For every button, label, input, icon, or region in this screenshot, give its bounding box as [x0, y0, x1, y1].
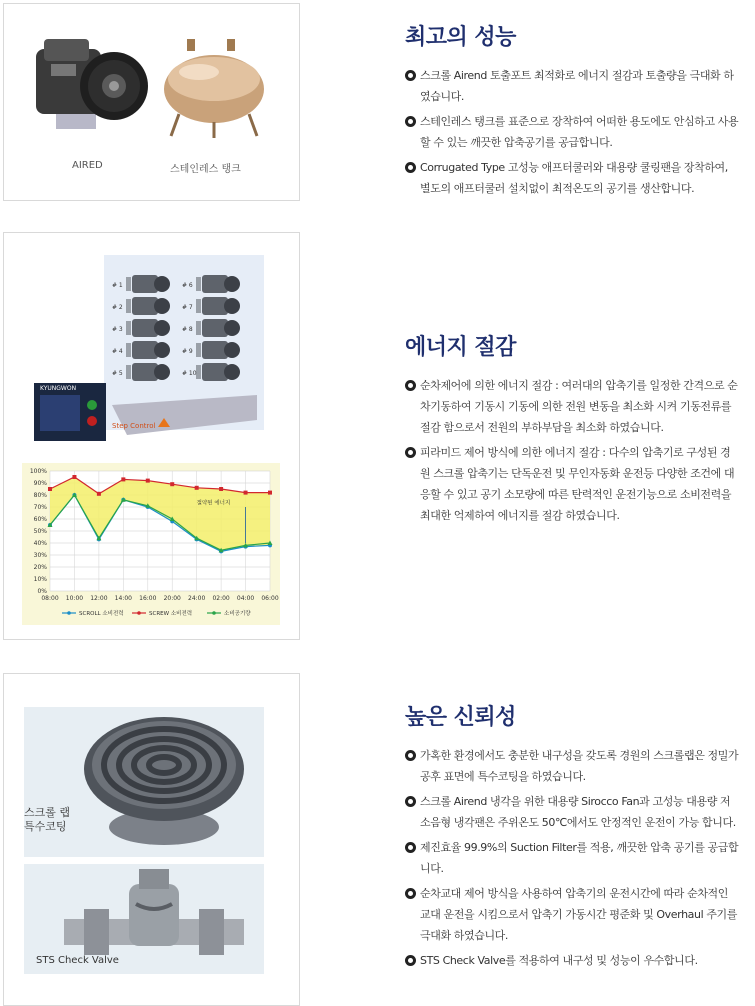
- unit-label: # 2: [112, 304, 123, 311]
- x-tick-label: 12:00: [90, 595, 108, 602]
- unit-label: # 1: [112, 282, 123, 289]
- energy-chart: [22, 463, 280, 625]
- legend-label: SCREW 소비전력: [149, 611, 193, 617]
- bullet-icon: [405, 447, 416, 458]
- bullet-item: 피라미드 제어 방식에 의한 에너지 절감 : 다수의 압축기로 구성된 경원 스크롤 압축기는 단독운전 및 무인자동화 운전등 다양한 조건에 대응할 수 있고 공기 소모량에 따른 탄력적인 운전기능으로 소비전력을 최대한 억제하여 에너지를 절감 하였습니다.: [405, 442, 740, 526]
- y-tick-label: 60%: [33, 516, 47, 523]
- data-point: [146, 479, 150, 483]
- section-title-energy: 에너지 절감: [405, 335, 516, 360]
- bullet-item: 스테인레스 탱크를 표준으로 장착하여 어떠한 용도에도 안심하고 사용할 수 있는 깨끗한 압축공기를 공급합니다.: [405, 111, 740, 153]
- bullet-icon: [405, 162, 416, 173]
- compressor-unit: [196, 275, 240, 293]
- data-point: [170, 482, 174, 486]
- bullet-item: 가혹한 환경에서도 충분한 내구성을 갖도록 경원의 스크롤랩은 정밀가공후 표면에 특수코팅을 하였습니다.: [405, 745, 740, 787]
- data-point: [268, 491, 272, 495]
- section-reliability: [405, 700, 740, 975]
- y-tick-label: 100%: [29, 468, 47, 475]
- x-tick-label: 02:00: [212, 595, 230, 602]
- y-tick-label: 20%: [33, 564, 47, 571]
- compressor-unit: [126, 363, 170, 381]
- y-tick-label: 50%: [33, 528, 47, 535]
- bullet-icon: [405, 750, 416, 761]
- bullet-item: 제진효율 99.9%의 Suction Filter를 적용, 깨끗한 압축 공기를 공급합니다.: [405, 837, 740, 879]
- y-tick-label: 40%: [33, 540, 47, 547]
- x-tick-label: 14:00: [114, 595, 132, 602]
- bullet-item: 순차교대 제어 방식을 사용하여 압축기의 운전시간에 따라 순차적인 교대 운전을 시킴으로서 압축기 가동시간 평준화 및 Overhaul 주기를 극대화 하였습니다.: [405, 883, 740, 946]
- bullet-icon: [405, 116, 416, 127]
- product-image-panel-performance: [3, 3, 300, 201]
- x-tick-label: 04:00: [236, 595, 255, 602]
- tank-caption: 스테인레스 탱크: [170, 164, 241, 175]
- x-tick-label: 24:00: [188, 595, 206, 602]
- data-point: [121, 477, 125, 481]
- bullet-item: STS Check Valve를 적용하여 내구성 및 성능이 우수합니다.: [405, 950, 740, 971]
- compressor-unit: [126, 297, 170, 315]
- bullet-icon: [405, 70, 416, 81]
- chart-annotation: 절약된 에너지: [196, 500, 231, 507]
- y-tick-label: 30%: [33, 552, 47, 559]
- product-image-panel-reliability: [3, 673, 300, 1006]
- compressor-unit: [126, 341, 170, 359]
- legend-marker: [212, 611, 216, 615]
- step-control-illustration: [32, 255, 272, 445]
- data-point: [219, 487, 223, 491]
- compressor-unit: [196, 341, 240, 359]
- data-point: [48, 487, 52, 491]
- legend-marker: [67, 611, 71, 615]
- bullet-icon: [405, 380, 416, 391]
- unit-label: # 7: [182, 304, 193, 311]
- unit-label: # 6: [182, 282, 193, 289]
- x-tick-label: 08:00: [41, 595, 59, 602]
- energy-chart-svg: [22, 463, 280, 625]
- data-point: [97, 492, 101, 496]
- brand-label: KYUNGWON: [40, 385, 77, 392]
- section-performance: [405, 20, 740, 203]
- compressor-unit: [196, 319, 240, 337]
- y-tick-label: 80%: [33, 492, 47, 499]
- unit-label: # 10: [182, 370, 197, 377]
- section-title-performance: 최고의 성능: [405, 25, 516, 50]
- unit-label: # 9: [182, 348, 193, 355]
- unit-label: # 8: [182, 326, 193, 333]
- check-valve-caption: STS Check Valve: [36, 955, 119, 966]
- compressor-unit: [196, 297, 240, 315]
- bullet-icon: [405, 842, 416, 853]
- x-tick-label: 06:00: [261, 595, 279, 602]
- y-tick-label: 10%: [33, 576, 47, 583]
- airend-image: [26, 29, 156, 144]
- data-point: [72, 475, 76, 479]
- x-tick-label: 10:00: [65, 595, 84, 602]
- compressor-unit: [196, 363, 240, 381]
- y-tick-label: 0%: [37, 588, 47, 595]
- legend-label: SCROLL 소비전력: [79, 611, 124, 617]
- unit-label: # 4: [112, 348, 123, 355]
- unit-label: # 5: [112, 370, 123, 377]
- bullet-item: 스크롤 Airend 토출포트 최적화로 에너지 절감과 토출량을 극대화 하였습니다.: [405, 65, 740, 107]
- data-point: [244, 491, 248, 495]
- bullet-icon: [405, 796, 416, 807]
- scroll-wrap-image: [24, 707, 264, 857]
- x-tick-label: 16:00: [139, 595, 157, 602]
- bullet-item: Corrugated Type 고성능 애프터쿨러와 대용량 쿨링팬을 장착하여, 별도의 애프터쿨러 설치없이 최적온도의 공기를 생산합니다.: [405, 157, 740, 199]
- compressor-unit: [126, 319, 170, 337]
- step-control-label: Step Control: [112, 422, 156, 430]
- product-image-panel-energy: [3, 232, 300, 640]
- scroll-wrap-caption: 스크롤 랩 특수코팅: [24, 806, 71, 833]
- legend-label: 소비공기량: [224, 611, 251, 617]
- legend-marker: [137, 611, 141, 615]
- bullet-item: 스크롤 Airend 냉각을 위한 대용량 Sirocco Fan과 고성능 대용량 저소음형 냉각팬은 주위온도 50℃에서도 안정적인 운전이 가능 합니다.: [405, 791, 740, 833]
- y-tick-label: 90%: [33, 480, 47, 487]
- section-energy: [405, 330, 740, 530]
- bullet-icon: [405, 888, 416, 899]
- y-tick-label: 70%: [33, 504, 47, 511]
- bullet-item: 순차제어에 의한 에너지 절감 : 여러대의 압축기를 일정한 간격으로 순차기동하여 기동시 기동에 의한 전원 변동을 최소화 시켜 기동전류를 절감 함으로서 전원의 부하부담을 최소화 하였습니다.: [405, 375, 740, 438]
- airend-caption: AIRED: [72, 160, 103, 171]
- data-point: [195, 486, 199, 490]
- x-tick-label: 20:00: [163, 595, 181, 602]
- section-title-reliability: 높은 신뢰성: [405, 705, 516, 730]
- unit-label: # 3: [112, 326, 123, 333]
- compressor-unit: [126, 275, 170, 293]
- stainless-tank-image: [159, 34, 269, 144]
- bullet-icon: [405, 955, 416, 966]
